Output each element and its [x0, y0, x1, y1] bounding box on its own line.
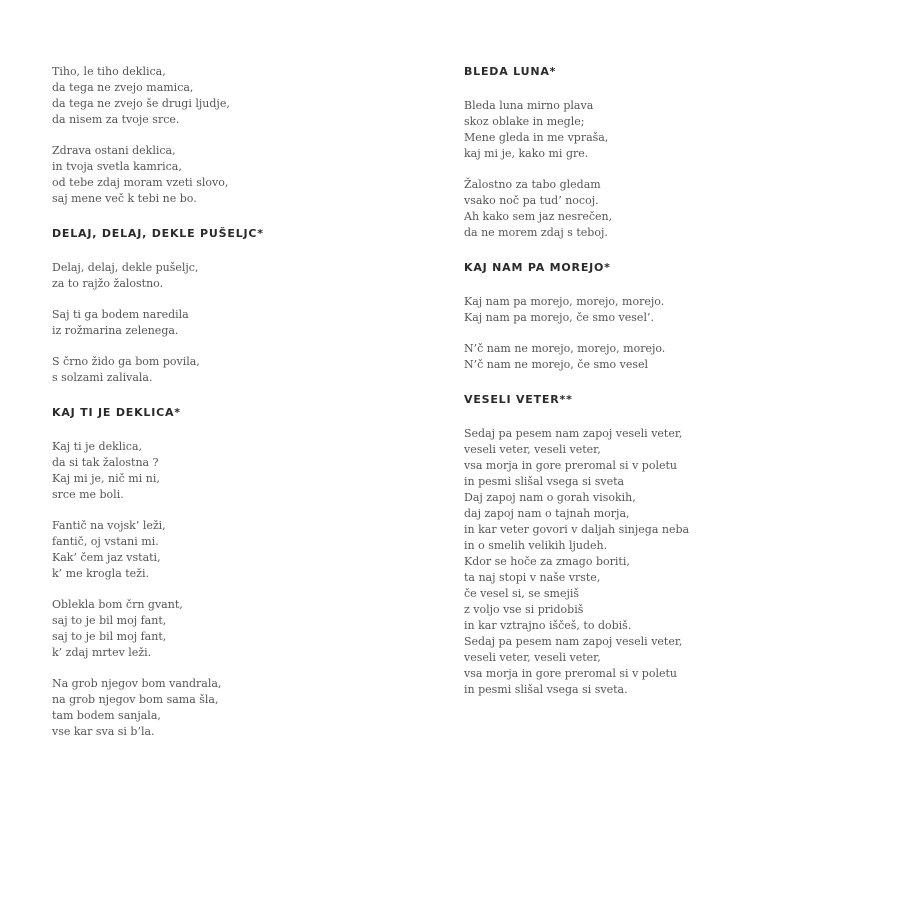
song-veseli-veter: [464, 392, 864, 698]
lyric-line: Saj ti ga bodem naredila: [52, 308, 189, 321]
lyric-line: iz rožmarina zelenega.: [52, 324, 179, 337]
title-spacer: [52, 421, 432, 439]
left-column: [52, 64, 432, 740]
lyric-line: da si tak žalostna ?: [52, 456, 159, 469]
lyric-line: fantič, oj vstani mi.: [52, 535, 159, 548]
lyric-line: Kaj ti je deklica,: [52, 440, 143, 453]
lyric-line: vsa morja in gore preromal si v poletu: [464, 667, 677, 680]
song-delaj-delaj-dekle-puseljc: [52, 226, 432, 386]
song-title: BLEDA LUNA*: [464, 65, 557, 78]
lyric-line: z voljo vse si pridobiš: [464, 603, 584, 616]
lyric-line: da nisem za tvoje srce.: [52, 113, 180, 126]
lyric-line: saj to je bil moj fant,: [52, 630, 167, 643]
lyric-line: Kaj nam pa morejo, če smo vesel’.: [464, 311, 654, 324]
stanza: [52, 597, 432, 661]
lyric-line: Tiho, le tiho deklica,: [52, 65, 166, 78]
lyric-line: Kak’ čem jaz vstati,: [52, 551, 161, 564]
lyric-line: Bleda luna mirno plava: [464, 99, 594, 112]
lyric-line: Kdor se hoče za zmago boriti,: [464, 555, 630, 568]
lyric-line: tam bodem sanjala,: [52, 709, 161, 722]
song-title: DELAJ, DELAJ, DEKLE PUŠELJC*: [52, 227, 264, 240]
lyric-line: in pesmi slišal vsega si sveta: [464, 475, 625, 488]
lyric-line: vse kar sva si b’la.: [52, 725, 155, 738]
lyric-line: saj mene več k tebi ne bo.: [52, 192, 197, 205]
lyric-line: in o smelih velikih ljudeh.: [464, 539, 608, 552]
lyric-line: Oblekla bom črn gvant,: [52, 598, 183, 611]
lyric-line: ta naj stopi v naše vrste,: [464, 571, 601, 584]
song-untitled: [52, 64, 432, 207]
stanza: [464, 98, 864, 162]
title-spacer: [464, 276, 864, 294]
lyric-line: k’ zdaj mrtev leži.: [52, 646, 152, 659]
lyric-line: Sedaj pa pesem nam zapoj veseli veter,: [464, 635, 683, 648]
lyric-line: srce me boli.: [52, 488, 124, 501]
lyric-line: Fantič na vojsk’ leži,: [52, 519, 166, 532]
song-kaj-nam-pa-morejo: [464, 260, 864, 373]
song-title: KAJ TI JE DEKLICA*: [52, 406, 181, 419]
stanza: [464, 177, 864, 241]
stanza-spacer: [52, 339, 432, 354]
lyric-line: veseli veter, veseli veter,: [464, 443, 601, 456]
lyric-line: da tega ne zvejo še drugi ljudje,: [52, 97, 230, 110]
lyric-line: Kaj mi je, nič mi ni,: [52, 472, 160, 485]
stanza: [52, 439, 432, 503]
stanza-spacer: [52, 503, 432, 518]
stanza: [464, 294, 864, 326]
lyric-line: daj zapoj nam o tajnah morja,: [464, 507, 630, 520]
stanza: [52, 676, 432, 740]
lyric-line: in tvoja svetla kamrica,: [52, 160, 182, 173]
lyric-line: Zdrava ostani deklica,: [52, 144, 176, 157]
right-column: [464, 64, 864, 698]
stanza-spacer: [52, 128, 432, 143]
song-spacer: [464, 373, 864, 392]
lyric-line: Kaj nam pa morejo, morejo, morejo.: [464, 295, 665, 308]
lyric-line: Daj zapoj nam o gorah visokih,: [464, 491, 636, 504]
stanza: [52, 143, 432, 207]
lyric-line: Delaj, delaj, dekle pušeljc,: [52, 261, 199, 274]
lyric-line: s solzami zalivala.: [52, 371, 153, 384]
lyric-line: k’ me krogla teži.: [52, 567, 149, 580]
song-title: VESELI VETER**: [464, 393, 573, 406]
lyric-line: N’č nam ne morejo, morejo, morejo.: [464, 342, 666, 355]
lyric-line: skoz oblake in megle;: [464, 115, 585, 128]
stanza-spacer: [52, 582, 432, 597]
lyric-line: veseli veter, veseli veter,: [464, 651, 601, 664]
lyric-line: vsa morja in gore preromal si v poletu: [464, 459, 677, 472]
title-spacer: [464, 408, 864, 426]
lyric-line: Sedaj pa pesem nam zapoj veseli veter,: [464, 427, 683, 440]
title-spacer: [464, 80, 864, 98]
stanza: [464, 426, 864, 698]
song-title: KAJ NAM PA MOREJO*: [464, 261, 611, 274]
stanza: [52, 518, 432, 582]
lyric-line: na grob njegov bom sama šla,: [52, 693, 219, 706]
song-spacer: [464, 241, 864, 260]
song-spacer: [52, 207, 432, 226]
lyric-line: od tebe zdaj moram vzeti slovo,: [52, 176, 229, 189]
stanza-spacer: [52, 292, 432, 307]
stanza-spacer: [52, 661, 432, 676]
stanza: [464, 341, 864, 373]
stanza: [52, 64, 432, 128]
song-bleda-luna: [464, 64, 864, 241]
lyric-line: vsako noč pa tud’ nocoj.: [464, 194, 599, 207]
lyric-line: in kar vztrajno iščeš, to dobiš.: [464, 619, 632, 632]
lyric-line: Žalostno za tabo gledam: [464, 178, 601, 191]
title-spacer: [52, 242, 432, 260]
lyric-line: Mene gleda in me vpraša,: [464, 131, 609, 144]
stanza: [52, 307, 432, 339]
stanza-spacer: [464, 162, 864, 177]
stanza: [52, 260, 432, 292]
lyric-line: Na grob njegov bom vandrala,: [52, 677, 222, 690]
lyric-line: če vesel si, se smejiš: [464, 587, 580, 600]
lyric-line: Ah kako sem jaz nesrečen,: [464, 210, 613, 223]
lyric-line: da ne morem zdaj s teboj.: [464, 226, 608, 239]
stanza-spacer: [464, 326, 864, 341]
lyric-line: za to rajžo žalostno.: [52, 277, 164, 290]
song-kaj-ti-je-deklica: [52, 405, 432, 740]
song-spacer: [52, 386, 432, 405]
lyric-line: S črno žido ga bom povila,: [52, 355, 200, 368]
lyric-line: in pesmi slišal vsega si sveta.: [464, 683, 628, 696]
lyric-line: in kar veter govori v daljah sinjega neba: [464, 523, 690, 536]
lyric-line: saj to je bil moj fant,: [52, 614, 167, 627]
stanza: [52, 354, 432, 386]
lyric-line: da tega ne zvejo mamica,: [52, 81, 194, 94]
lyric-line: kaj mi je, kako mi gre.: [464, 147, 589, 160]
lyric-line: N’č nam ne morejo, če smo vesel: [464, 358, 649, 371]
